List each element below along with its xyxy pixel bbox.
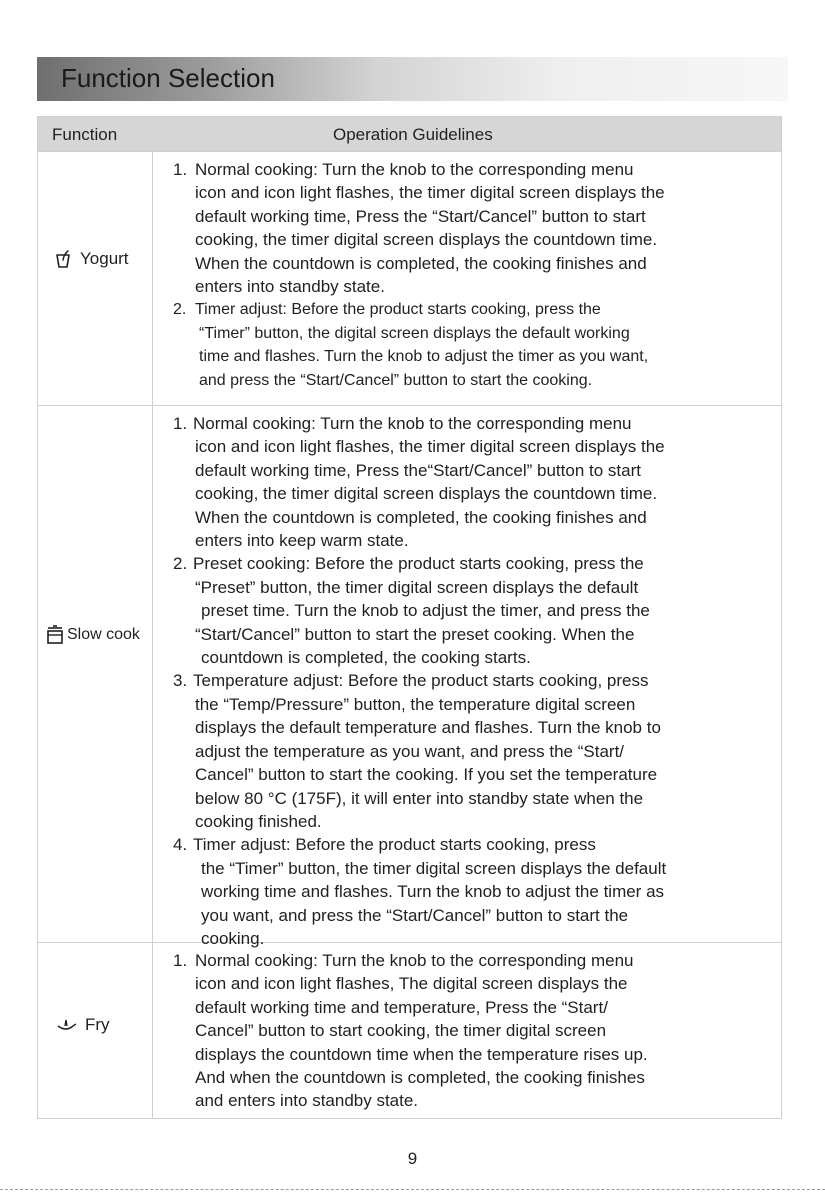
item-line: Normal cooking: Turn the knob to the corresponding menu [193, 414, 632, 433]
item-line: cooking finished. [195, 811, 322, 831]
fry-pan-icon [56, 1016, 76, 1034]
item-line: Timer adjust: Before the product starts cooking, press [193, 835, 596, 855]
instruction-item [173, 298, 771, 392]
function-name [38, 625, 152, 645]
item-line: “Preset” button, the timer digital screen displays the default [195, 577, 639, 597]
item-line: default working time and temperature, Press the “Start/ [195, 997, 608, 1017]
item-line: you want, and press the “Start/Cancel” button to start the [201, 905, 629, 925]
operation-cell [153, 406, 781, 948]
item-line: working time and flashes. Turn the knob to adjust the timer as [201, 882, 665, 902]
item-line: default working time, Press the “Start/Cancel” button to start [195, 206, 646, 226]
slow-cook-pot-icon [45, 625, 65, 645]
function-label: Yogurt [80, 249, 129, 268]
item-number: 1. [173, 160, 188, 179]
operation-cell [153, 943, 781, 1118]
item-line: countdown is completed, the cooking starts. [201, 648, 531, 668]
item-line: Normal cooking: Turn the knob to the corresponding menu [195, 951, 634, 970]
item-line: Cancel” button to start cooking, the timer digital screen [195, 1021, 607, 1041]
item-line: below 80 °C (175F), it will enter into standby state when the [195, 788, 644, 808]
item-number: 1. [173, 414, 188, 433]
item-line: the “Timer” button, the timer digital screen displays the default [201, 858, 667, 878]
function-name [38, 248, 152, 270]
instruction-item [173, 833, 771, 950]
section-banner [37, 57, 788, 101]
table-row-slow-cook [38, 406, 781, 948]
item-line: displays the default temperature and flashes. Turn the knob to [195, 718, 661, 738]
bottom-divider [0, 1189, 825, 1190]
item-line: cooking. [201, 928, 265, 948]
item-line: time and flashes. Turn the knob to adjust the timer as you want, [199, 348, 649, 366]
item-line: Normal cooking: Turn the knob to the corresponding menu [195, 160, 634, 179]
function-label: Slow cook [67, 626, 140, 643]
item-line: and enters into standby state. [195, 1091, 419, 1111]
item-line: displays the countdown time when the temperature rises up. [195, 1044, 648, 1064]
function-cell [38, 152, 153, 405]
item-line: preset time. Turn the knob to adjust the timer, and press the [201, 601, 650, 621]
function-label: Fry [85, 1015, 110, 1034]
item-number: 2. [173, 554, 188, 574]
instruction-item [173, 158, 771, 298]
item-line: enters into keep warm state. [195, 531, 409, 551]
item-line: When the countdown is completed, the cooking finishes and [195, 253, 647, 273]
yogurt-icon [52, 248, 74, 270]
item-line: icon and icon light flashes, The digital screen displays the [195, 974, 628, 994]
table-row-fry [38, 943, 781, 1118]
table-header [38, 117, 781, 152]
item-line: and press the “Start/Cancel” button to start the cooking. [199, 371, 593, 389]
function-cell [38, 943, 153, 1118]
item-number: 2. [173, 301, 187, 319]
item-line: When the countdown is completed, the cooking finishes and [195, 507, 647, 527]
column-header-operation: Operation Guidelines [333, 125, 493, 144]
instruction-item [173, 949, 771, 1113]
item-number: 4. [173, 835, 188, 855]
item-number: 3. [173, 671, 188, 691]
item-number: 1. [173, 951, 188, 970]
table-row-yogurt [38, 152, 781, 406]
item-line: adjust the temperature as you want, and press the “Start/ [195, 741, 625, 761]
function-name [38, 1015, 152, 1035]
column-header-function: Function [52, 125, 118, 144]
item-line: default working time, Press the“Start/Cancel” button to start [195, 460, 641, 480]
function-cell [38, 406, 153, 942]
instruction-item [173, 552, 771, 669]
item-line: Cancel” button to start the cooking. If you set the temperature [195, 765, 658, 785]
function-table [37, 116, 782, 1119]
item-line: cooking, the timer digital screen displays the countdown time. [195, 484, 658, 504]
item-line: Temperature adjust: Before the product starts cooking, press [193, 671, 649, 691]
operation-cell [153, 152, 781, 405]
item-line: And when the countdown is completed, the cooking finishes [195, 1068, 645, 1088]
instruction-item [173, 412, 771, 552]
item-line: cooking, the timer digital screen displays the countdown time. [195, 230, 658, 250]
page-number: 9 [407, 1149, 418, 1168]
instruction-item [173, 669, 771, 833]
section-title: Function Selection [61, 63, 275, 93]
item-line: icon and icon light flashes, the timer digital screen displays the [195, 437, 665, 457]
item-line: icon and icon light flashes, the timer digital screen displays the [195, 183, 665, 203]
item-line: “Timer” button, the digital screen displays the default working [199, 324, 630, 342]
item-line: the “Temp/Pressure” button, the temperature digital screen [195, 694, 636, 714]
item-line: Preset cooking: Before the product starts cooking, press the [193, 554, 644, 574]
item-line: “Start/Cancel” button to start the preset cooking. When the [195, 624, 635, 644]
item-line: enters into standby state. [195, 277, 385, 297]
item-line: Timer adjust: Before the product starts cooking, press the [195, 301, 601, 319]
